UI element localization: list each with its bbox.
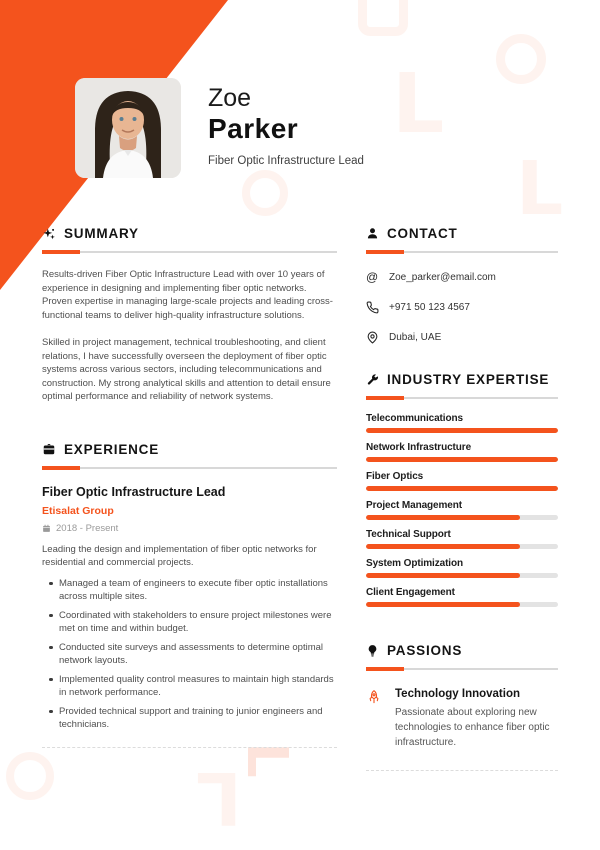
background-letter-l: L xyxy=(392,57,445,152)
background-circle-o xyxy=(6,752,54,800)
section-divider xyxy=(366,396,558,400)
left-column xyxy=(42,226,337,748)
industry-expertise-heading: INDUSTRY EXPERTISE xyxy=(387,372,550,387)
passion-item xyxy=(366,688,558,750)
job-dates-text: 2018 - Present xyxy=(56,522,119,534)
phone-icon xyxy=(366,301,379,314)
sparkle-icon xyxy=(42,227,56,241)
background-circle-o xyxy=(496,34,546,84)
job-description: Leading the design and implementation of fiber optic networks for residential and commercial projects. xyxy=(42,543,317,568)
skill-row xyxy=(366,413,558,433)
skill-bar-track xyxy=(366,428,558,433)
skill-bar-track xyxy=(366,457,558,462)
job-bullet: Managed a team of engineers to execute fiber optic installations across multiple sites. xyxy=(42,577,337,603)
skill-bar-fill xyxy=(366,544,520,549)
skill-row xyxy=(366,442,558,462)
passions-heading: PASSIONS xyxy=(387,643,463,658)
experience-section xyxy=(42,442,337,748)
skill-bar-track xyxy=(366,573,558,578)
background-letter-l: L xyxy=(233,742,299,778)
background-letter-l: L xyxy=(196,756,242,840)
person-icon xyxy=(366,227,379,240)
column-end-divider xyxy=(366,770,558,771)
job-bullet: Coordinated with stakeholders to ensure project milestones were met on time and within budget. xyxy=(42,609,337,635)
passions-section xyxy=(366,643,558,771)
section-divider xyxy=(42,250,337,254)
header xyxy=(208,84,364,167)
background-circle-o xyxy=(242,170,288,216)
experience-heading: EXPERIENCE xyxy=(64,441,160,457)
job-dates xyxy=(42,523,337,534)
calendar-icon xyxy=(42,524,51,533)
column-end-divider xyxy=(42,747,337,748)
skill-bar-track xyxy=(366,544,558,549)
contact-email: Zoe_parker@email.com xyxy=(389,272,496,283)
passion-description: Passionate about exploring new technologies to enhance fiber optic infrastructure. xyxy=(395,707,550,748)
skill-list xyxy=(366,413,558,607)
right-column xyxy=(366,226,558,771)
background-square-o xyxy=(358,0,408,36)
skill-bar-fill xyxy=(366,457,558,462)
header-job-title: Fiber Optic Infrastructure Lead xyxy=(208,155,364,167)
location-icon xyxy=(366,331,379,344)
summary-paragraph: Skilled in project management, technical troubleshooting, and client relations, I have successfully overseen the deployment of fiber optic systems across various sectors, including telecommunications and construction. My strong analytical skills and attention to detail ensure optimal performance and reliability of network systems. xyxy=(42,337,331,402)
contact-heading: CONTACT xyxy=(387,226,458,241)
passion-title: Technology Innovation xyxy=(395,688,521,700)
skill-bar-track xyxy=(366,486,558,491)
contact-section xyxy=(366,226,558,344)
skill-bar-fill xyxy=(366,428,558,433)
background-letter-l: L xyxy=(516,146,564,232)
summary-section xyxy=(42,226,337,404)
company-name: Etisalat Group xyxy=(42,504,114,517)
industry-expertise-section xyxy=(366,372,558,607)
contact-phone-row xyxy=(366,301,558,314)
skill-name: Technical Support xyxy=(366,529,451,540)
job-bullet: Conducted site surveys and assessments to determine optimal network layouts. xyxy=(42,641,337,667)
rocket-icon xyxy=(366,689,382,705)
skill-name: Fiber Optics xyxy=(366,471,424,482)
skill-bar-fill xyxy=(366,573,520,578)
skill-row xyxy=(366,529,558,549)
skill-name: Project Management xyxy=(366,500,463,511)
contact-location: Dubai, UAE xyxy=(389,332,442,343)
lightbulb-icon xyxy=(366,644,379,657)
profile-photo xyxy=(75,78,181,178)
skill-bar-track xyxy=(366,515,558,520)
skill-row xyxy=(366,558,558,578)
wrench-icon xyxy=(366,373,379,386)
section-divider xyxy=(366,667,558,671)
job-bullet-list xyxy=(42,577,337,731)
contact-phone: +971 50 123 4567 xyxy=(389,302,470,313)
skill-bar-track xyxy=(366,602,558,607)
summary-paragraph: Results-driven Fiber Optic Infrastructure Lead with over 10 years of experience in designing and implementing fiber optic networks. Proven expertise in managing large-scale projects and leading cross-functional teams to deliver high-quality infrastructure solutions. xyxy=(42,269,333,321)
skill-name: Client Engagement xyxy=(366,587,455,598)
first-name: Zoe xyxy=(208,84,252,112)
last-name: Parker xyxy=(208,113,299,144)
section-divider xyxy=(42,466,337,470)
at-icon: @ xyxy=(366,270,379,284)
portrait-illustration xyxy=(75,78,181,178)
skill-name: System Optimization xyxy=(366,558,464,569)
skill-bar-fill xyxy=(366,486,558,491)
skill-row xyxy=(366,471,558,491)
contact-email-row xyxy=(366,271,558,284)
summary-heading: SUMMARY xyxy=(64,226,139,241)
contact-location-row xyxy=(366,331,558,344)
briefcase-icon xyxy=(42,442,56,456)
job-title: Fiber Optic Infrastructure Lead xyxy=(42,484,226,499)
section-divider xyxy=(366,250,558,254)
skill-bar-fill xyxy=(366,602,520,607)
job-bullet: Provided technical support and training to junior engineers and technicians. xyxy=(42,705,337,731)
skill-name: Telecommunications xyxy=(366,413,463,424)
skill-bar-fill xyxy=(366,515,520,520)
skill-name: Network Infrastructure xyxy=(366,442,472,453)
skill-row xyxy=(366,587,558,607)
skill-row xyxy=(366,500,558,520)
job-bullet: Implemented quality control measures to maintain high standards in network performance. xyxy=(42,673,337,699)
